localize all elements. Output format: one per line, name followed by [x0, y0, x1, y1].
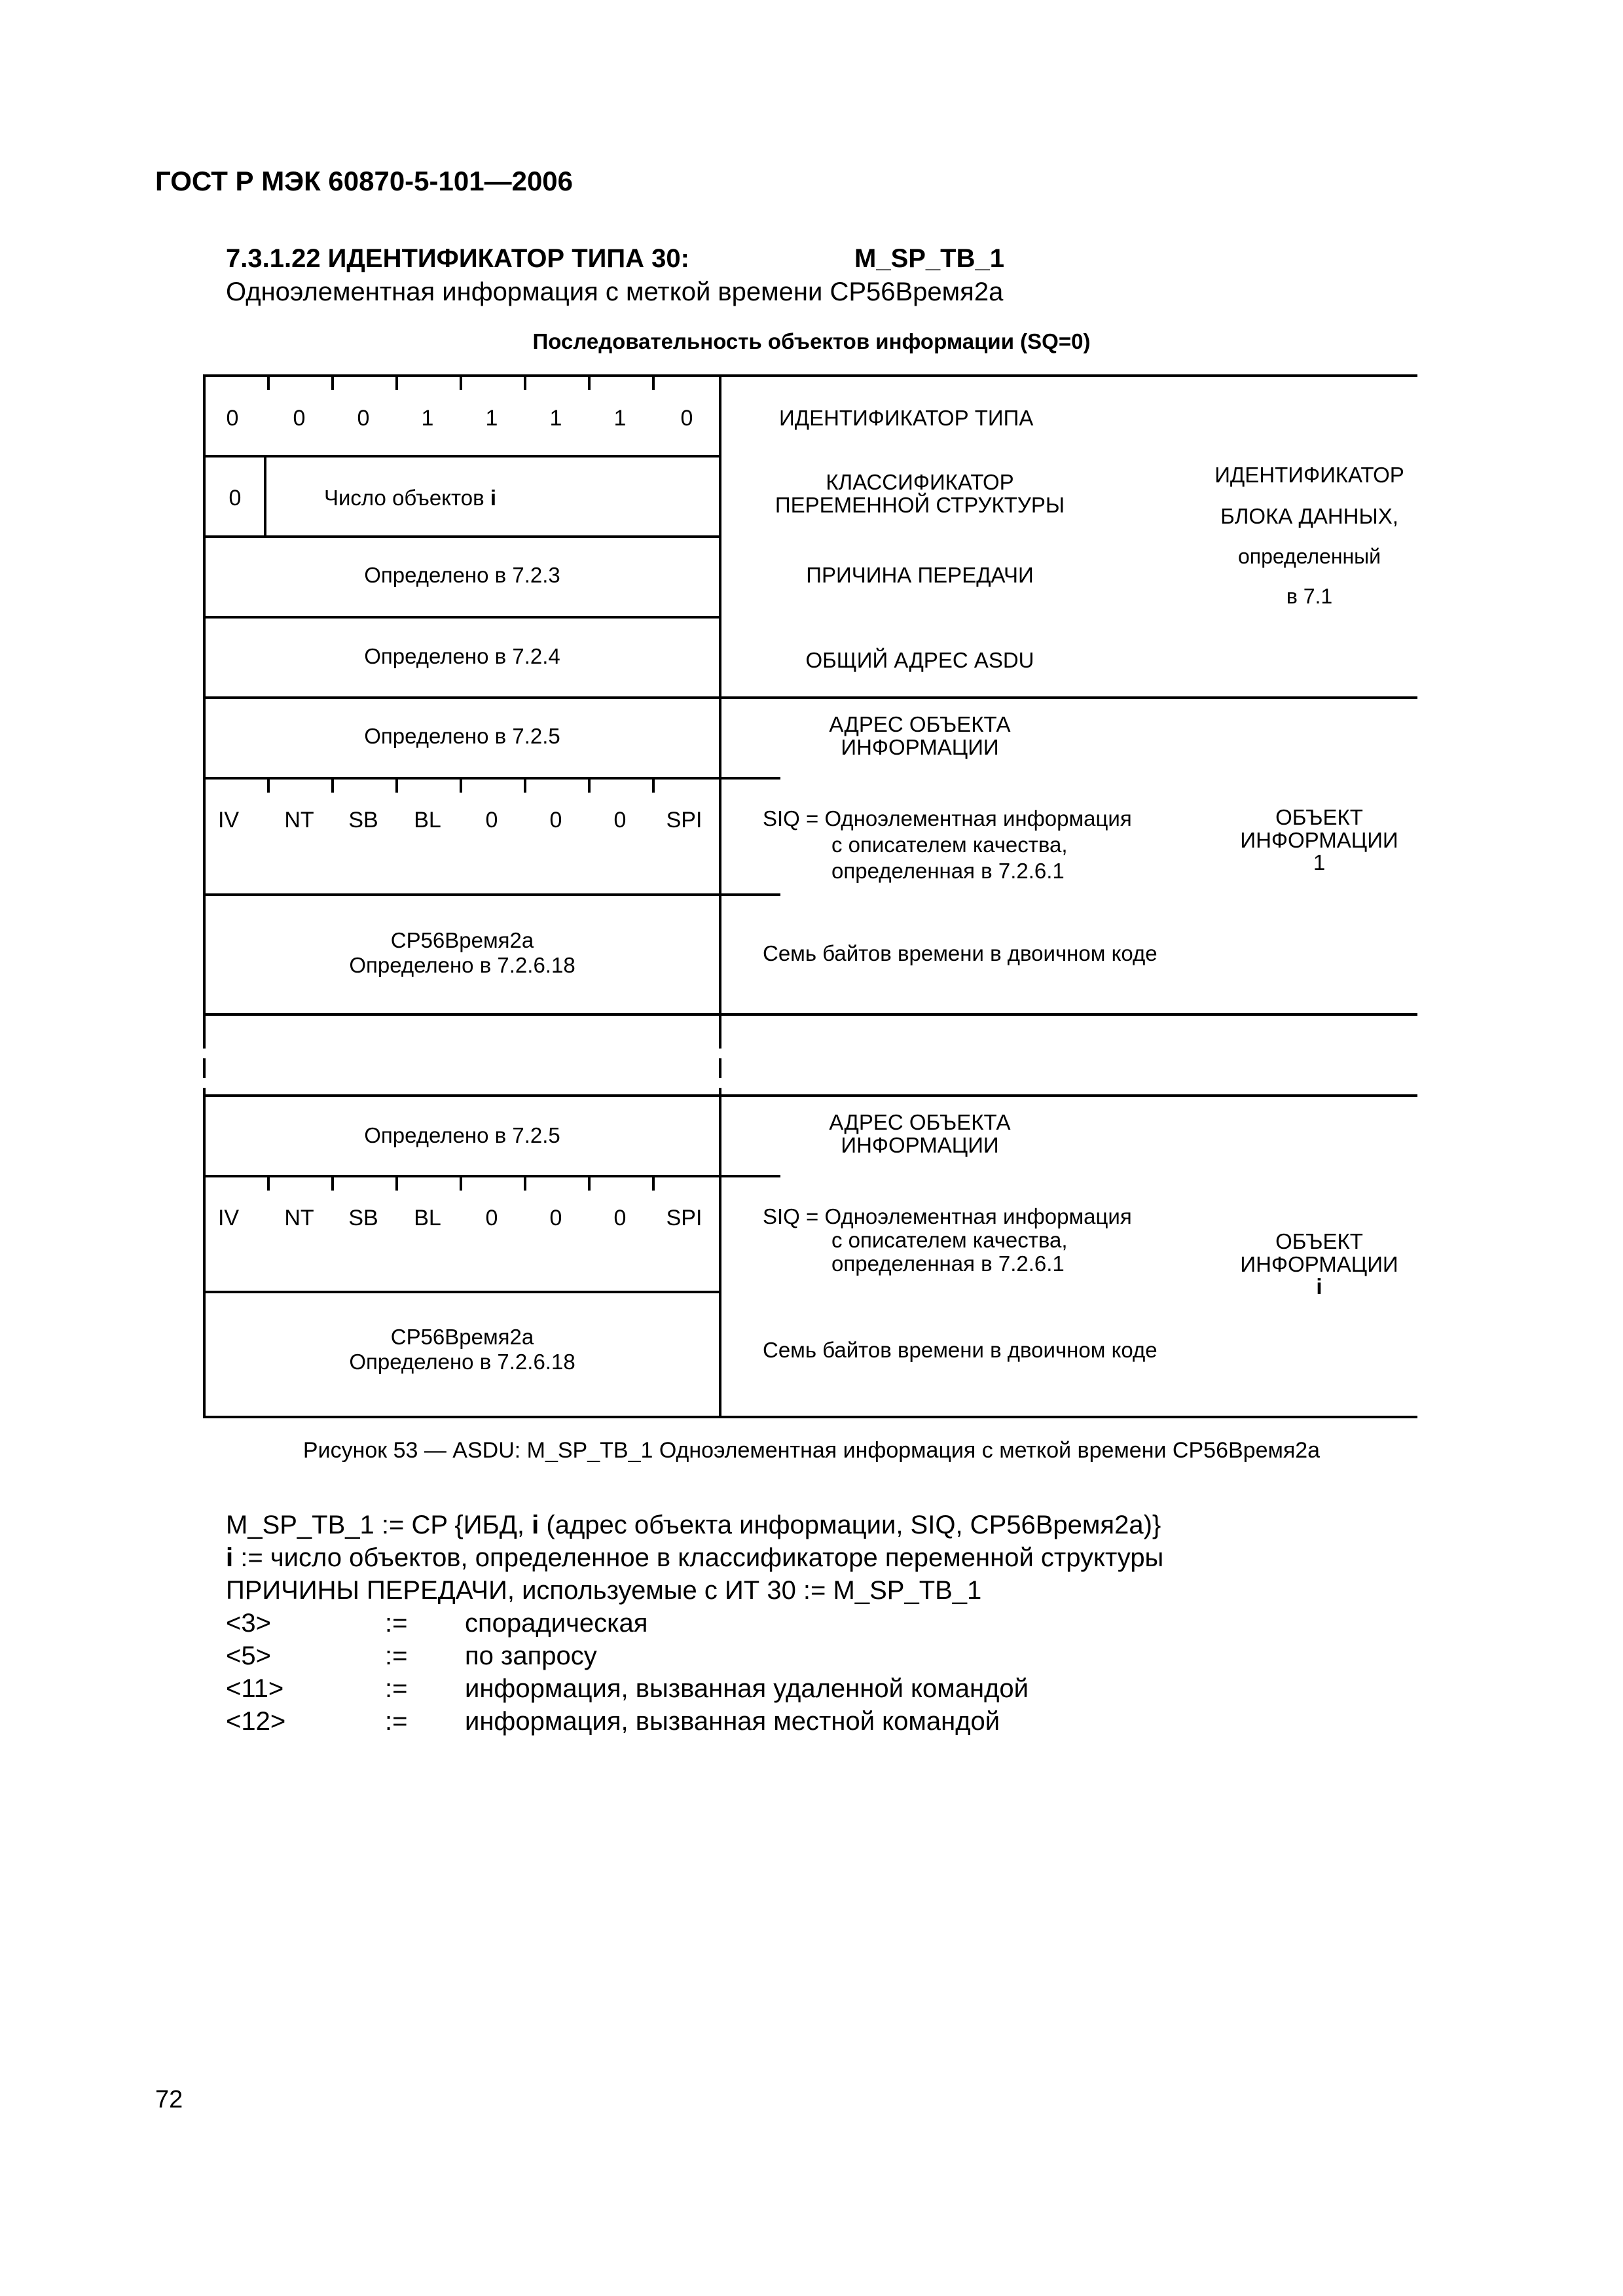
row-line [203, 893, 780, 896]
bit-tick [652, 377, 655, 390]
section-type-code: M_SP_TB_1 [854, 244, 1004, 273]
bit-tick [524, 780, 526, 793]
type-id-bit: 1 [485, 406, 498, 431]
cause-description: информация, вызванная удаленной командой [465, 1674, 1029, 1703]
siq-label-line: определенная в 7.2.6.1 [831, 1251, 1065, 1276]
object-1-label [1211, 806, 1427, 874]
bit-tick [395, 377, 398, 390]
row-line [203, 696, 1417, 699]
bit-tick [460, 1177, 462, 1191]
bit-tick [652, 780, 655, 793]
formula-part: M_SP_TB_1 := CP {ИБД, [226, 1511, 524, 1539]
formula-variable: i [226, 1543, 234, 1572]
data-unit-id-line: в 7.1 [1286, 584, 1333, 608]
object-label-line: ИНФОРМАЦИИ [1240, 1251, 1398, 1276]
object-label-line: ОБЪЕКТ [1275, 805, 1363, 829]
siq-bit: 0 [549, 1206, 562, 1230]
cause-description: спорадическая [465, 1609, 648, 1638]
vsq-sq-bit: 0 [228, 486, 242, 511]
bit-tick [652, 1177, 655, 1191]
formula-part: := число объектов, определенное в классификаторе переменной структуры [240, 1543, 1164, 1572]
document-header: ГОСТ Р МЭК 60870-5-101—2006 [155, 166, 574, 196]
formula-line [226, 1543, 1163, 1573]
time-label: Семь байтов времени в двоичном коде [763, 941, 1158, 965]
siq-bit: NT [284, 1206, 314, 1230]
bit-tick [588, 1177, 591, 1191]
sequence-title: Последовательность объектов информации (SQ=0) [532, 329, 1091, 353]
figure-caption: Рисунок 53 — ASDU: M_SP_TB_1 Одноэлементная информация с меткой времени CP56Время2а [302, 1438, 1321, 1463]
siq-label-line: SIQ = Одноэлементная информация [763, 1204, 1132, 1229]
data-unit-id-line: определенный [1237, 545, 1381, 568]
cause-description: информация, вызванная местной командой [465, 1707, 1000, 1736]
row-line-bottom [203, 1416, 1417, 1418]
siq-bit: 0 [549, 808, 562, 833]
siq-bit: SPI [666, 808, 702, 833]
row-line [203, 1291, 721, 1293]
page-number: 72 [155, 2086, 183, 2113]
siq-bit: NT [284, 808, 314, 833]
time-cell-line: Определено в 7.2.6.18 [349, 1349, 575, 1374]
cause-code: <12> [226, 1707, 286, 1736]
vsq-number-of-objects [324, 486, 496, 511]
section-subtitle: Одноэлементная информация с меткой времени CP56Время2а [226, 278, 1004, 306]
object-i-label [1211, 1230, 1427, 1299]
box-left-border-dashed [203, 1029, 206, 1094]
cause-code: <5> [226, 1641, 271, 1670]
bit-tick [460, 780, 462, 793]
object-label-line: ИНФОРМАЦИИ [1240, 827, 1398, 852]
type-id-bit: 1 [421, 406, 434, 431]
formula-variable: i [532, 1511, 539, 1539]
cause-operator: := [385, 1707, 408, 1736]
siq-label-line: SIQ = Одноэлементная информация [763, 806, 1132, 831]
bit-tick [460, 377, 462, 390]
time-cell [206, 1325, 719, 1374]
type-id-bit: 0 [293, 406, 306, 431]
box-right-border-dashed [719, 1029, 721, 1094]
bit-tick [267, 780, 270, 793]
row-line [203, 374, 1417, 377]
bit-tick [588, 780, 591, 793]
ioa-label [720, 713, 1120, 759]
row-line [203, 1094, 1417, 1097]
siq-bit: BL [414, 808, 441, 833]
ioa-cell: Определено в 7.2.5 [364, 1123, 560, 1147]
row-line [203, 616, 721, 619]
row-line [203, 455, 721, 457]
vsq-label-line: ПЕРЕМЕННОЙ СТРУКТУРЫ [775, 492, 1065, 517]
time-cell-line: CP56Время2а [390, 928, 534, 952]
cause-operator: := [385, 1609, 408, 1638]
ioa-label-line: АДРЕС ОБЪЕКТА [829, 1110, 1011, 1134]
row-line [203, 1013, 1417, 1016]
object-label-line: i [1316, 1274, 1322, 1299]
time-cell-line: CP56Время2а [390, 1325, 534, 1349]
time-label: Семь байтов времени в двоичном коде [763, 1338, 1158, 1362]
ioa-cell: Определено в 7.2.5 [364, 724, 560, 748]
siq-bit: 0 [485, 1206, 498, 1230]
vsq-variable: i [490, 486, 496, 510]
cause-code: <11> [226, 1674, 284, 1703]
bit-tick [267, 1177, 270, 1191]
bit-tick [267, 377, 270, 390]
bit-tick [331, 780, 334, 793]
row-line [203, 535, 721, 538]
bit-tick [524, 1177, 526, 1191]
section-title: 7.3.1.22 ИДЕНТИФИКАТОР ТИПА 30: [226, 244, 689, 273]
asdu-address-cell: Определено в 7.2.4 [364, 644, 560, 668]
cause-code: <3> [226, 1609, 271, 1638]
time-cell-line: Определено в 7.2.6.18 [349, 952, 575, 977]
siq-bit: SB [348, 808, 378, 833]
siq-bit: 0 [485, 808, 498, 833]
siq-bit: 0 [613, 808, 627, 833]
siq-bit: SB [348, 1206, 378, 1230]
asdu-address-label: ОБЩИЙ АДРЕС ASDU [805, 648, 1034, 672]
cause-operator: := [385, 1674, 408, 1703]
object-label-line: 1 [1313, 850, 1326, 875]
data-unit-id-line: БЛОКА ДАННЫХ, [1220, 504, 1398, 528]
siq-label-line: с описателем качества, [831, 833, 1068, 857]
vsq-label-line: КЛАССИФИКАТОР [826, 470, 1014, 494]
type-id-bit: 1 [549, 406, 562, 431]
cot-cell: Определено в 7.2.3 [364, 563, 560, 587]
formula-line [226, 1511, 1161, 1540]
siq-label-line: с описателем качества, [831, 1228, 1068, 1252]
row-line [203, 1175, 780, 1177]
siq-bit: SPI [666, 1206, 702, 1230]
siq-bit: IV [217, 1206, 240, 1230]
vsq-label [720, 471, 1120, 516]
type-id-bit: 1 [613, 406, 627, 431]
bit-tick [588, 377, 591, 390]
type-id-bit: 0 [357, 406, 370, 431]
bit-tick [395, 780, 398, 793]
type-id-bit: 0 [226, 406, 239, 431]
formula-part: (адрес объекта информации, SIQ, CP56Время2а)} [546, 1511, 1161, 1539]
ioa-label [720, 1111, 1120, 1157]
ioa-label-line: АДРЕС ОБЪЕКТА [829, 712, 1011, 736]
siq-bit: BL [414, 1206, 441, 1230]
formula-line: ПРИЧИНЫ ПЕРЕДАЧИ, используемые с ИТ 30 := M_SP_TB_1 [226, 1576, 982, 1605]
bit-tick [331, 1177, 334, 1191]
ioa-label-line: ИНФОРМАЦИИ [841, 734, 999, 759]
type-id-label: ИДЕНТИФИКАТОР ТИПА [779, 406, 1034, 430]
cause-operator: := [385, 1641, 408, 1670]
cot-label: ПРИЧИНА ПЕРЕДАЧИ [806, 563, 1034, 587]
bit-tick [395, 1177, 398, 1191]
siq-bit: 0 [613, 1206, 627, 1230]
siq-bit: IV [217, 808, 240, 833]
time-cell [206, 928, 719, 978]
siq-label-line: определенная в 7.2.6.1 [831, 859, 1065, 883]
data-unit-id-line: ИДЕНТИФИКАТОР [1214, 463, 1404, 487]
bit-tick [331, 377, 334, 390]
bit-tick [524, 377, 526, 390]
row-line [203, 777, 780, 780]
type-id-bit: 0 [680, 406, 693, 431]
object-label-line: ОБЪЕКТ [1275, 1229, 1363, 1253]
cause-description: по запросу [465, 1641, 597, 1670]
ioa-label-line: ИНФОРМАЦИИ [841, 1132, 999, 1157]
vsq-text: Число объектов [324, 486, 484, 510]
